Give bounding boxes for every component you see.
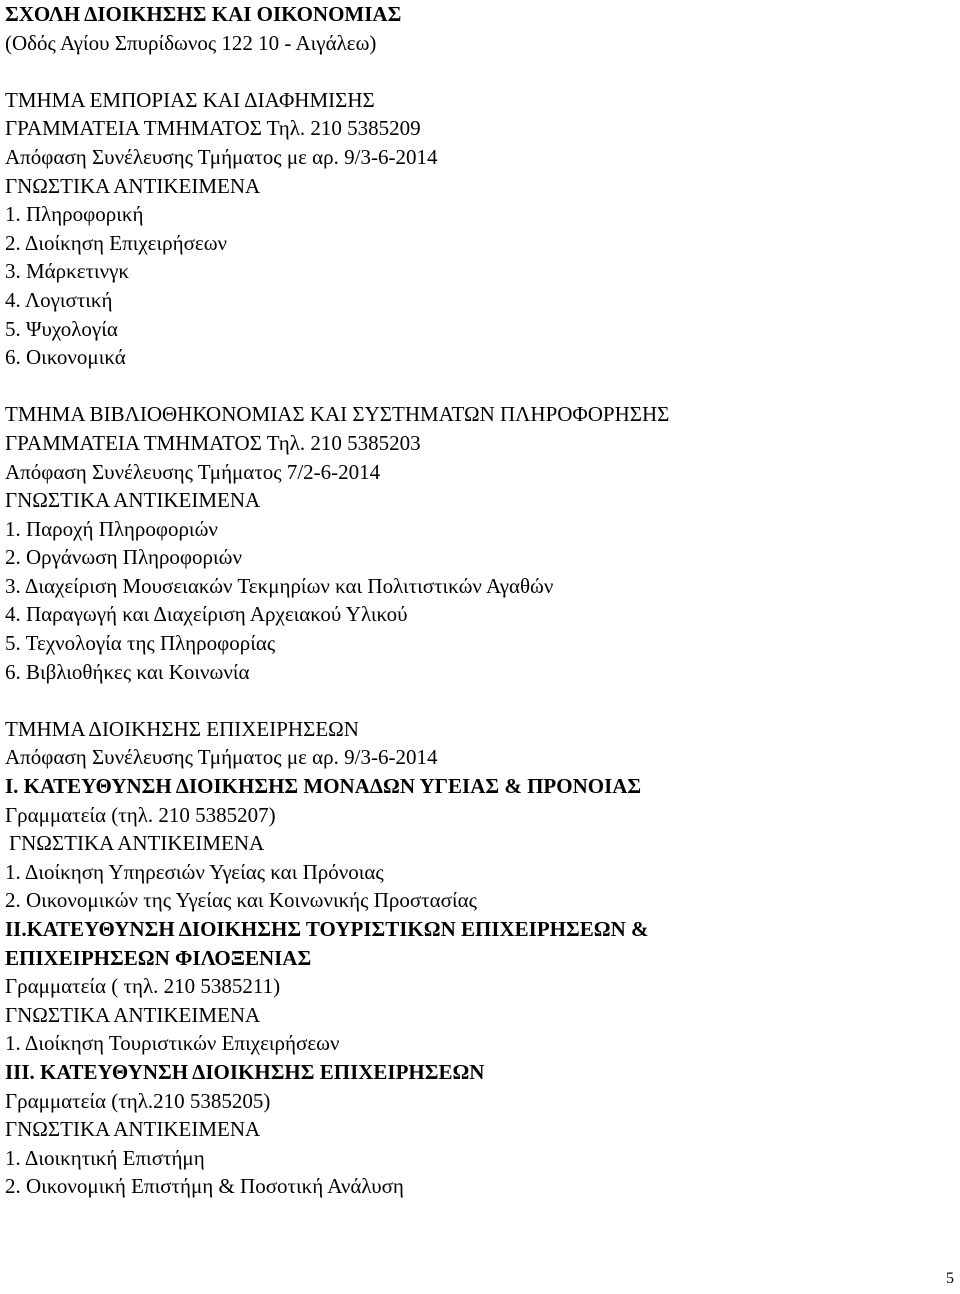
spacer [5,372,945,401]
track3-title: ΙΙΙ. ΚΑΤΕΥΘΥΝΣΗ ΔΙΟΙΚΗΣΗΣ ΕΠΙΧΕΙΡΗΣΕΩΝ [5,1059,485,1084]
list-item: 2. Οικονομική Επιστήμη & Ποσοτική Ανάλυση [5,1174,404,1199]
list-item: 1. Διοίκηση Υπηρεσιών Υγείας και Πρόνοιας [5,859,384,884]
list-item: 2. Οργάνωση Πληροφοριών [5,545,242,570]
dept-library-secretariat: ΓΡΑΜΜΑΤΕΙΑ ΤΜΗΜΑΤΟΣ Τηλ. 210 5385203 [5,430,421,455]
document-page [5,0,945,1201]
list-item: 6. Βιβλιοθήκες και Κοινωνία [5,659,250,684]
track3-secretariat: Γραμματεία (τηλ.210 5385205) [5,1088,271,1113]
list-item: 2. Οικονομικών της Υγείας και Κοινωνικής Προστασίας [5,888,477,913]
track2-subjects-heading: ΓΝΩΣΤΙΚΑ ΑΝΤΙΚΕΙΜΕΝΑ [5,1002,261,1027]
list-item: 2. Διοίκηση Επιχειρήσεων [5,230,228,255]
track2-secretariat: Γραμματεία ( τηλ. 210 5385211) [5,974,281,999]
list-item: 5. Τεχνολογία της Πληροφορίας [5,631,276,656]
school-title: ΣΧΟΛΗ ΔΙΟΙΚΗΣΗΣ ΚΑΙ ΟΙΚΟΝΟΜΙΑΣ [5,2,402,26]
dept-library-decision: Απόφαση Συνέλευσης Τμήματος 7/2-6-2014 [5,459,381,484]
dept-library-subjects-heading: ΓΝΩΣΤΙΚΑ ΑΝΤΙΚΕΙΜΕΝΑ [5,488,261,513]
list-item: 1. Πληροφορική [5,202,144,227]
list-item: 3. Μάρκετινγκ [5,259,130,284]
list-item: 6. Οικονομικά [5,345,126,370]
list-item: 1. Διοικητική Επιστήμη [5,1145,205,1170]
track2-title-line1: ΙΙ.ΚΑΤΕΥΘΥΝΣΗ ΔΙΟΙΚΗΣΗΣ ΤΟΥΡΙΣΤΙΚΩΝ ΕΠΙΧΕΙΡΗΣΕΩΝ & [5,917,649,941]
page-number: 5 [946,1270,954,1287]
dept-marketing-title: ΤΜΗΜΑ ΕΜΠΟΡΙΑΣ ΚΑΙ ΔΙΑΦΗΜΙΣΗΣ [5,87,375,112]
dept-library-title: ΤΜΗΜΑ ΒΙΒΛΙΟΘΗΚΟΝΟΜΙΑΣ ΚΑΙ ΣΥΣΤΗΜΑΤΩΝ ΠΛΗΡΟΦΟΡΗΣΗΣ [5,402,670,427]
track1-secretariat: Γραμματεία (τηλ. 210 5385207) [5,802,276,827]
list-item: 3. Διαχείριση Μουσειακών Τεκμηρίων και Πολιτιστικών Αγαθών [5,573,554,598]
list-item: 1. Διοίκηση Τουριστικών Επιχειρήσεων [5,1031,340,1056]
school-address: (Οδός Αγίου Σπυρίδωνος 122 10 - Αιγάλεω) [5,30,377,55]
spacer [5,686,945,715]
dept-marketing-subjects-heading: ΓΝΩΣΤΙΚΑ ΑΝΤΙΚΕΙΜΕΝΑ [5,173,261,198]
dept-marketing-secretariat: ΓΡΑΜΜΑΤΕΙΑ ΤΜΗΜΑΤΟΣ Τηλ. 210 5385209 [5,116,421,141]
dept-marketing-decision: Απόφαση Συνέλευσης Τμήματος με αρ. 9/3-6-2014 [5,144,438,169]
dept-business-title: ΤΜΗΜΑ ΔΙΟΙΚΗΣΗΣ ΕΠΙΧΕΙΡΗΣΕΩΝ [5,716,359,741]
dept-business-decision: Απόφαση Συνέλευσης Τμήματος με αρ. 9/3-6-2014 [5,745,438,770]
spacer [5,57,945,86]
list-item: 5. Ψυχολογία [5,316,118,341]
track2-title-line2: ΕΠΙΧΕΙΡΗΣΕΩΝ ΦΙΛΟΞΕΝΙΑΣ [5,945,312,970]
track1-title: Ι. ΚΑΤΕΥΘΥΝΣΗ ΔΙΟΙΚΗΣΗΣ ΜΟΝΑΔΩΝ ΥΓΕΙΑΣ & ΠΡΟΝΟΙΑΣ [5,774,642,799]
list-item: 1. Παροχή Πληροφοριών [5,516,218,541]
track1-subjects-heading: ΓΝΩΣΤΙΚΑ ΑΝΤΙΚΕΙΜΕΝΑ [9,831,265,856]
list-item: 4. Παραγωγή και Διαχείριση Αρχειακού Υλικού [5,602,408,627]
track3-subjects-heading: ΓΝΩΣΤΙΚΑ ΑΝΤΙΚΕΙΜΕΝΑ [5,1117,261,1142]
list-item: 4. Λογιστική [5,287,113,312]
